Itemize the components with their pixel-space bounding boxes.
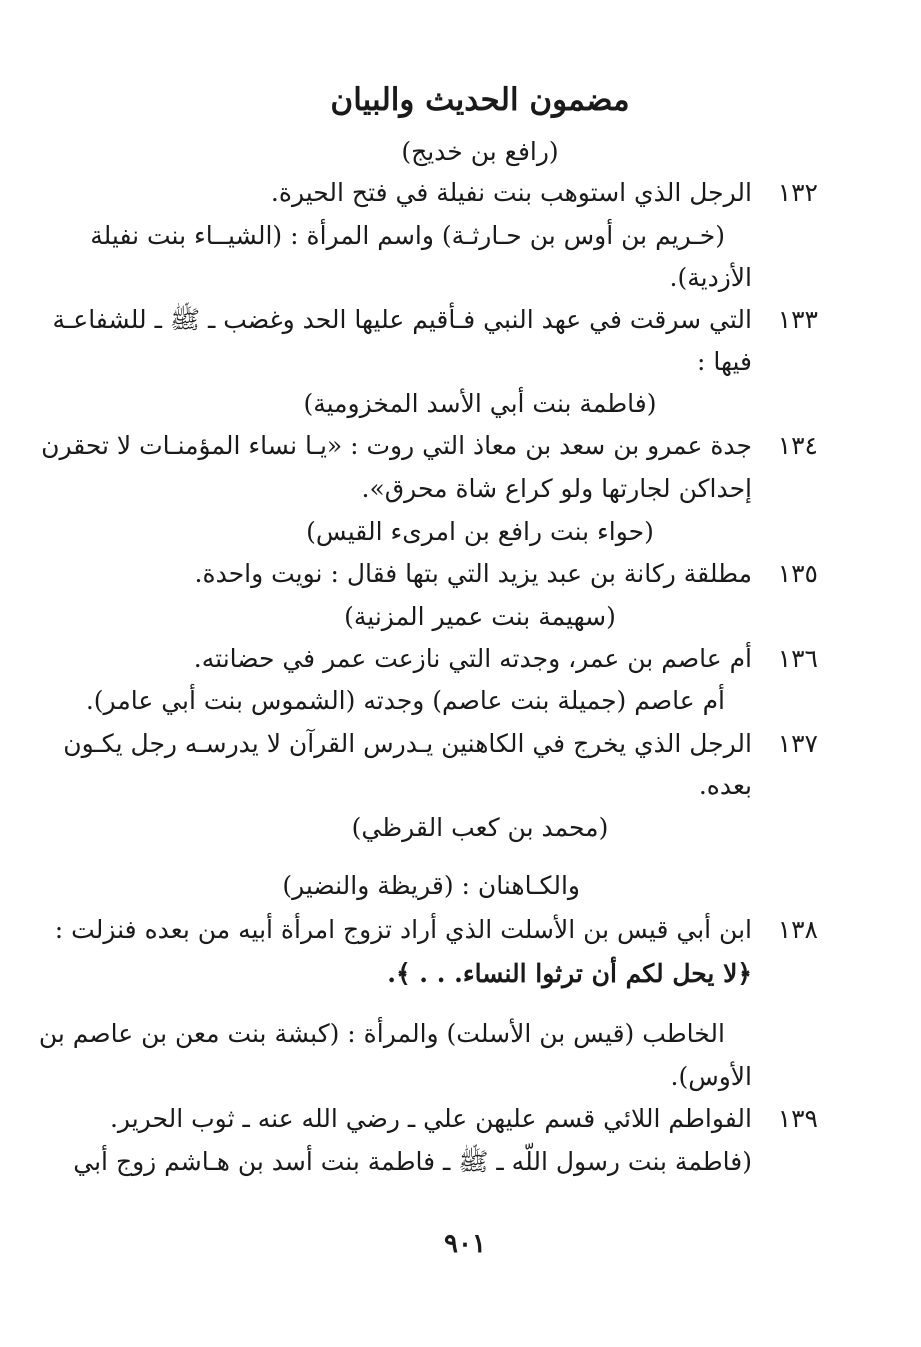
entry-134-number: ١٣٤ xyxy=(777,431,818,460)
entry-137-question-line-1: الرجل الذي يخرج في الكاهنين يـدرس القرآن لا يدرسـه رجل يكـون xyxy=(63,729,752,758)
page-heading: مضمون الحديث والبيان xyxy=(330,82,630,118)
entry-132-number: ١٣٢ xyxy=(777,178,818,207)
entry-134-question-line-1: جدة عمرو بن سعد بن معاذ التي روت : «يـا نساء المؤمنـات لا تحقرن xyxy=(41,431,752,460)
entry-135-answer: (سهيمة بنت عمير المزنية) xyxy=(344,602,616,631)
entry-136-question: أم عاصم بن عمر، وجدته التي نازعت عمر في حضانته. xyxy=(193,644,752,673)
entry-138-answer-line-1: الخاطب (قيس بن الأسلت) والمرأة : (كبشة بنت معن بن عاصم بن xyxy=(38,1019,725,1048)
entry-131-answer: (رافع بن خديج) xyxy=(401,137,559,166)
entry-133-question-line-2: فيها : xyxy=(696,347,752,376)
entry-137-answer: (محمد بن كعب القرظي) xyxy=(351,813,609,842)
entry-138-number: ١٣٨ xyxy=(777,915,818,944)
entry-132-question: الرجل الذي استوهب بنت نفيلة في فتح الحيرة. xyxy=(270,178,752,207)
entry-139-answer-line-1: (فاطمة بنت رسول اللّه ـ ﷺ ـ فاطمة بنت أسد بن هـاشم زوج أبي xyxy=(73,1147,752,1176)
entry-133-answer: (فاطمة بنت أبي الأسد المخزومية) xyxy=(303,389,657,418)
entry-139-number: ١٣٩ xyxy=(777,1104,818,1133)
entry-132-answer-line-2: الأزدية). xyxy=(669,263,752,292)
entry-136-number: ١٣٦ xyxy=(777,644,818,673)
entry-134-question-line-2: إحداكن لجارتها ولو كراع شاة محرق». xyxy=(361,474,752,503)
entry-137-question-line-2: بعده. xyxy=(698,771,752,800)
entry-138-quran-verse: ﴿لا يحل لكم أن ترثوا النساء. . . ﴾. xyxy=(387,959,752,988)
entry-132-answer-line-1: (خـريم بن أوس بن حـارثـة) واسم المرأة : (الشيــاء بنت نفيلة xyxy=(90,221,725,250)
entry-139-question: الفواطم اللائي قسم عليهن علي ـ رضي الله عنه ـ ثوب الحرير. xyxy=(109,1104,752,1133)
entry-137-number: ١٣٧ xyxy=(777,729,818,758)
entry-133-number: ١٣٣ xyxy=(777,305,818,334)
entry-133-question-line-1: التي سرقت في عهد النبي فـأقيم عليها الحد وغضب ـ ﷺ ـ للشفاعـة xyxy=(52,305,752,334)
entry-137-answer-line-2: والكـاهنان : (قريظة والنضير) xyxy=(282,871,580,900)
page-number: ٩٠١ xyxy=(444,1229,486,1259)
entry-138-question-line-1: ابن أبي قيس بن الأسلت الذي أراد تزوج امرأة أبيه من بعده فنزلت : xyxy=(54,915,752,944)
entry-136-answer: أم عاصم (جميلة بنت عاصم) وجدته (الشموس بنت أبي عامر). xyxy=(85,686,725,715)
entry-135-number: ١٣٥ xyxy=(777,559,818,588)
entry-134-answer: (حواء بنت رافع بن امرىء القيس) xyxy=(306,517,654,546)
entry-138-answer-line-2: الأوس). xyxy=(670,1062,752,1091)
entry-135-question: مطلقة ركانة بن عبد يزيد التي بتها فقال : نويت واحدة. xyxy=(194,559,752,588)
